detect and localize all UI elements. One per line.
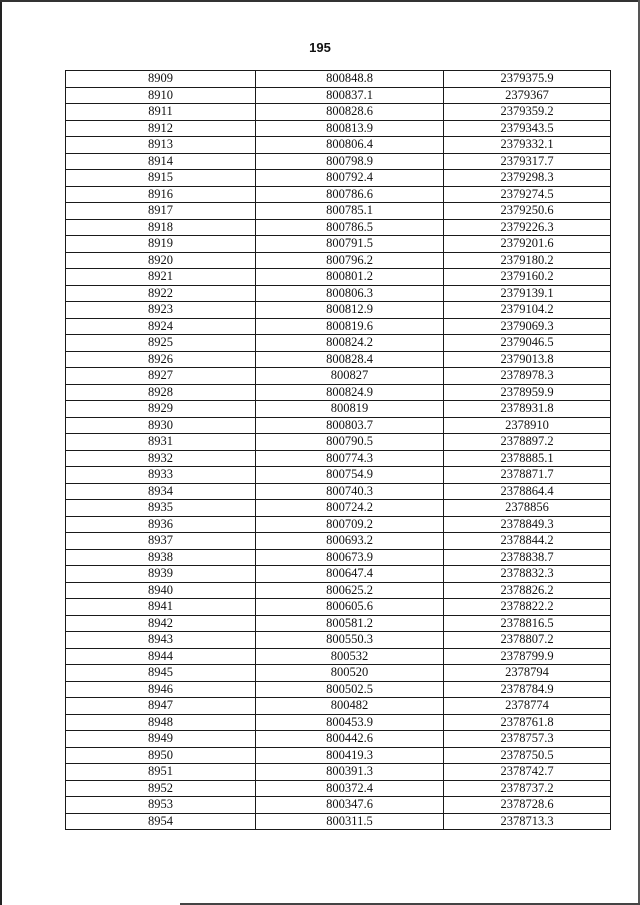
y-coordinate-cell: 2378822.2	[444, 599, 611, 616]
point-number-cell: 8914	[66, 153, 256, 170]
table-row	[66, 648, 611, 665]
table-row	[66, 186, 611, 203]
y-coordinate-cell: 2379069.3	[444, 318, 611, 335]
table-row	[66, 533, 611, 550]
x-coordinate-cell: 800740.3	[256, 483, 444, 500]
y-coordinate-cell: 2378856	[444, 500, 611, 517]
point-number-cell: 8933	[66, 467, 256, 484]
table-row	[66, 467, 611, 484]
x-coordinate-cell: 800812.9	[256, 302, 444, 319]
y-coordinate-cell: 2379343.5	[444, 120, 611, 137]
x-coordinate-cell: 800828.4	[256, 351, 444, 368]
table-row	[66, 714, 611, 731]
x-coordinate-cell: 800813.9	[256, 120, 444, 137]
point-number-cell: 8937	[66, 533, 256, 550]
y-coordinate-cell: 2378774	[444, 698, 611, 715]
table-row	[66, 483, 611, 500]
x-coordinate-cell: 800791.5	[256, 236, 444, 253]
x-coordinate-cell: 800806.4	[256, 137, 444, 154]
x-coordinate-cell: 800347.6	[256, 797, 444, 814]
point-number-cell: 8938	[66, 549, 256, 566]
y-coordinate-cell: 2378826.2	[444, 582, 611, 599]
x-coordinate-cell: 800824.2	[256, 335, 444, 352]
point-number-cell: 8915	[66, 170, 256, 187]
table-row	[66, 384, 611, 401]
point-number-cell: 8922	[66, 285, 256, 302]
point-number-cell: 8943	[66, 632, 256, 649]
point-number-cell: 8926	[66, 351, 256, 368]
point-number-cell: 8920	[66, 252, 256, 269]
point-number-cell: 8909	[66, 71, 256, 88]
x-coordinate-cell: 800819	[256, 401, 444, 418]
point-number-cell: 8941	[66, 599, 256, 616]
table-row	[66, 153, 611, 170]
point-number-cell: 8919	[66, 236, 256, 253]
y-coordinate-cell: 2379013.8	[444, 351, 611, 368]
point-number-cell: 8934	[66, 483, 256, 500]
table-row	[66, 632, 611, 649]
table-row	[66, 599, 611, 616]
y-coordinate-cell: 2378750.5	[444, 747, 611, 764]
x-coordinate-cell: 800453.9	[256, 714, 444, 731]
point-number-cell: 8940	[66, 582, 256, 599]
x-coordinate-cell: 800442.6	[256, 731, 444, 748]
x-coordinate-cell: 800625.2	[256, 582, 444, 599]
x-coordinate-cell: 800798.9	[256, 153, 444, 170]
x-coordinate-cell: 800724.2	[256, 500, 444, 517]
point-number-cell: 8942	[66, 615, 256, 632]
y-coordinate-cell: 2378794	[444, 665, 611, 682]
point-number-cell: 8949	[66, 731, 256, 748]
x-coordinate-cell: 800647.4	[256, 566, 444, 583]
point-number-cell: 8944	[66, 648, 256, 665]
point-number-cell: 8950	[66, 747, 256, 764]
table-row	[66, 252, 611, 269]
y-coordinate-cell: 2378784.9	[444, 681, 611, 698]
x-coordinate-cell: 800419.3	[256, 747, 444, 764]
y-coordinate-cell: 2378761.8	[444, 714, 611, 731]
y-coordinate-cell: 2378978.3	[444, 368, 611, 385]
point-number-cell: 8925	[66, 335, 256, 352]
x-coordinate-cell: 800391.3	[256, 764, 444, 781]
table-row	[66, 104, 611, 121]
x-coordinate-cell: 800796.2	[256, 252, 444, 269]
table-body	[66, 71, 611, 830]
y-coordinate-cell: 2378897.2	[444, 434, 611, 451]
y-coordinate-cell: 2378838.7	[444, 549, 611, 566]
y-coordinate-cell: 2378713.3	[444, 813, 611, 830]
point-number-cell: 8947	[66, 698, 256, 715]
table-row	[66, 120, 611, 137]
table-row	[66, 302, 611, 319]
x-coordinate-cell: 800550.3	[256, 632, 444, 649]
x-coordinate-cell: 800792.4	[256, 170, 444, 187]
y-coordinate-cell: 2379104.2	[444, 302, 611, 319]
x-coordinate-cell: 800581.2	[256, 615, 444, 632]
point-number-cell: 8910	[66, 87, 256, 104]
table-row	[66, 615, 611, 632]
x-coordinate-cell: 800848.8	[256, 71, 444, 88]
x-coordinate-cell: 800824.9	[256, 384, 444, 401]
page-number: 195	[309, 40, 331, 55]
y-coordinate-cell: 2379375.9	[444, 71, 611, 88]
x-coordinate-cell: 800709.2	[256, 516, 444, 533]
x-coordinate-cell: 800786.5	[256, 219, 444, 236]
y-coordinate-cell: 2378816.5	[444, 615, 611, 632]
y-coordinate-cell: 2379274.5	[444, 186, 611, 203]
y-coordinate-cell: 2379046.5	[444, 335, 611, 352]
point-number-cell: 8917	[66, 203, 256, 220]
y-coordinate-cell: 2379226.3	[444, 219, 611, 236]
point-number-cell: 8946	[66, 681, 256, 698]
point-number-cell: 8911	[66, 104, 256, 121]
table-row	[66, 318, 611, 335]
y-coordinate-cell: 2378742.7	[444, 764, 611, 781]
table-row	[66, 764, 611, 781]
x-coordinate-cell: 800828.6	[256, 104, 444, 121]
y-coordinate-cell: 2379180.2	[444, 252, 611, 269]
point-number-cell: 8913	[66, 137, 256, 154]
y-coordinate-cell: 2379367	[444, 87, 611, 104]
table-row	[66, 450, 611, 467]
table-row	[66, 681, 611, 698]
point-number-cell: 8932	[66, 450, 256, 467]
x-coordinate-cell: 800785.1	[256, 203, 444, 220]
table-row	[66, 698, 611, 715]
point-number-cell: 8948	[66, 714, 256, 731]
point-number-cell: 8912	[66, 120, 256, 137]
table-row	[66, 137, 611, 154]
x-coordinate-cell: 800502.5	[256, 681, 444, 698]
table-row	[66, 549, 611, 566]
y-coordinate-cell: 2379250.6	[444, 203, 611, 220]
x-coordinate-cell: 800819.6	[256, 318, 444, 335]
y-coordinate-cell: 2378871.7	[444, 467, 611, 484]
y-coordinate-cell: 2378737.2	[444, 780, 611, 797]
y-coordinate-cell: 2378757.3	[444, 731, 611, 748]
point-number-cell: 8924	[66, 318, 256, 335]
table-row	[66, 780, 611, 797]
y-coordinate-cell: 2378864.4	[444, 483, 611, 500]
table-row	[66, 731, 611, 748]
x-coordinate-cell: 800786.6	[256, 186, 444, 203]
y-coordinate-cell: 2378885.1	[444, 450, 611, 467]
x-coordinate-cell: 800311.5	[256, 813, 444, 830]
y-coordinate-cell: 2378844.2	[444, 533, 611, 550]
table-row	[66, 219, 611, 236]
y-coordinate-cell: 2378931.8	[444, 401, 611, 418]
y-coordinate-cell: 2379139.1	[444, 285, 611, 302]
point-number-cell: 8952	[66, 780, 256, 797]
point-number-cell: 8939	[66, 566, 256, 583]
x-coordinate-cell: 800532	[256, 648, 444, 665]
point-number-cell: 8953	[66, 797, 256, 814]
table-row	[66, 417, 611, 434]
point-number-cell: 8930	[66, 417, 256, 434]
table-row	[66, 401, 611, 418]
point-number-cell: 8931	[66, 434, 256, 451]
point-number-cell: 8928	[66, 384, 256, 401]
y-coordinate-cell: 2379201.6	[444, 236, 611, 253]
table-row	[66, 665, 611, 682]
y-coordinate-cell: 2378807.2	[444, 632, 611, 649]
table-row	[66, 797, 611, 814]
y-coordinate-cell: 2378849.3	[444, 516, 611, 533]
y-coordinate-cell: 2378959.9	[444, 384, 611, 401]
y-coordinate-cell: 2379317.7	[444, 153, 611, 170]
table-row	[66, 500, 611, 517]
x-coordinate-cell: 800801.2	[256, 269, 444, 286]
point-number-cell: 8945	[66, 665, 256, 682]
y-coordinate-cell: 2378799.9	[444, 648, 611, 665]
x-coordinate-cell: 800837.1	[256, 87, 444, 104]
table-row	[66, 582, 611, 599]
x-coordinate-cell: 800754.9	[256, 467, 444, 484]
x-coordinate-cell: 800482	[256, 698, 444, 715]
x-coordinate-cell: 800790.5	[256, 434, 444, 451]
point-number-cell: 8929	[66, 401, 256, 418]
point-number-cell: 8927	[66, 368, 256, 385]
table-row	[66, 71, 611, 88]
table-row	[66, 566, 611, 583]
table-row	[66, 87, 611, 104]
y-coordinate-cell: 2379298.3	[444, 170, 611, 187]
table-row	[66, 516, 611, 533]
table-row	[66, 335, 611, 352]
coordinates-table	[65, 70, 611, 830]
table-row	[66, 170, 611, 187]
scan-edge-top	[0, 0, 640, 2]
x-coordinate-cell: 800827	[256, 368, 444, 385]
point-number-cell: 8936	[66, 516, 256, 533]
x-coordinate-cell: 800774.3	[256, 450, 444, 467]
x-coordinate-cell: 800673.9	[256, 549, 444, 566]
table-row	[66, 747, 611, 764]
x-coordinate-cell: 800806.3	[256, 285, 444, 302]
table-row	[66, 351, 611, 368]
table-row	[66, 269, 611, 286]
x-coordinate-cell: 800520	[256, 665, 444, 682]
point-number-cell: 8954	[66, 813, 256, 830]
point-number-cell: 8923	[66, 302, 256, 319]
point-number-cell: 8918	[66, 219, 256, 236]
x-coordinate-cell: 800372.4	[256, 780, 444, 797]
y-coordinate-cell: 2379160.2	[444, 269, 611, 286]
y-coordinate-cell: 2378728.6	[444, 797, 611, 814]
scan-edge-left	[0, 0, 2, 905]
y-coordinate-cell: 2378910	[444, 417, 611, 434]
point-number-cell: 8916	[66, 186, 256, 203]
table-row	[66, 285, 611, 302]
table-row	[66, 434, 611, 451]
table-row	[66, 368, 611, 385]
table-row	[66, 813, 611, 830]
x-coordinate-cell: 800605.6	[256, 599, 444, 616]
table-row	[66, 203, 611, 220]
table-row	[66, 236, 611, 253]
x-coordinate-cell: 800803.7	[256, 417, 444, 434]
point-number-cell: 8921	[66, 269, 256, 286]
x-coordinate-cell: 800693.2	[256, 533, 444, 550]
y-coordinate-cell: 2378832.3	[444, 566, 611, 583]
point-number-cell: 8951	[66, 764, 256, 781]
y-coordinate-cell: 2379359.2	[444, 104, 611, 121]
y-coordinate-cell: 2379332.1	[444, 137, 611, 154]
point-number-cell: 8935	[66, 500, 256, 517]
